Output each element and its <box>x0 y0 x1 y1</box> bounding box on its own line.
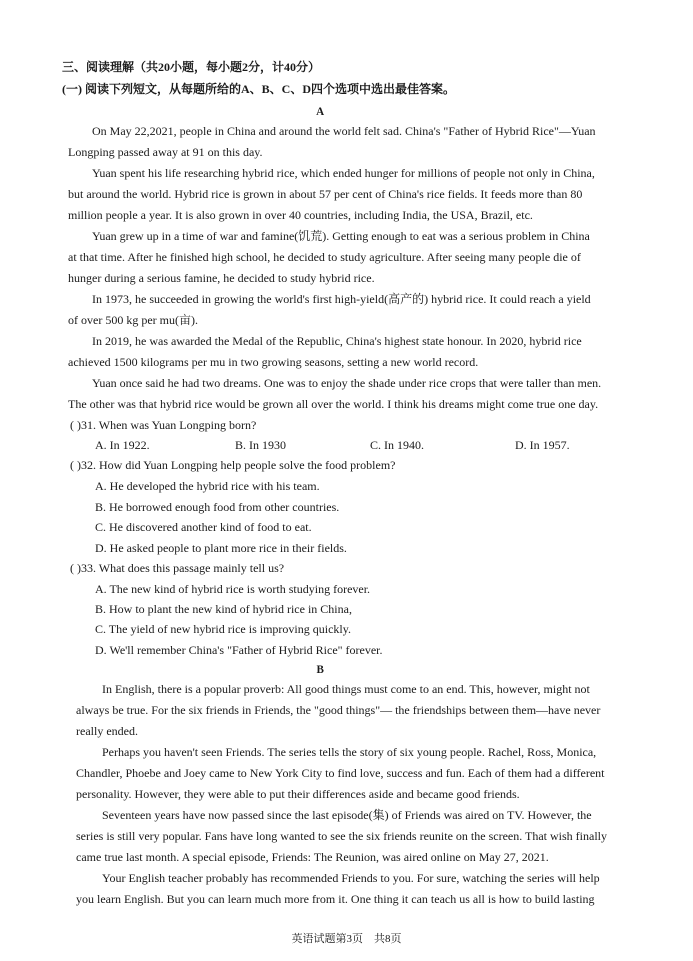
passage-a-line: million people a year. It is also grown in over 40 countries, including India, the USA, Brazil, etc. <box>68 208 533 222</box>
passage-b-line: always be true. For the six friends in Friends, the "good things"— the friendships between them—have never <box>76 703 601 717</box>
option-c: C. He discovered another kind of food to eat. <box>95 520 312 534</box>
question-31-stem: ( )31. When was Yuan Longping born? <box>70 418 257 432</box>
passage-a-line: Yuan once said he had two dreams. One was to enjoy the shade under rice crops that were taller than men. <box>92 376 602 390</box>
option-b: B. In 1930 <box>235 438 286 452</box>
passage-a-line: achieved 1500 kilograms per mu in two growing seasons, setting a new world record. <box>68 355 479 369</box>
passage-b-line: personality. However, they were able to put their differences aside and became good friends. <box>76 787 520 801</box>
passage-a-line: at that time. After he finished high school, he decided to study agriculture. After seeing many people die of <box>68 250 581 264</box>
option-c: C. In 1940. <box>370 438 424 452</box>
passage-a-line: In 2019, he was awarded the Medal of the Republic, China's highest state honour. In 2020, hybrid rice <box>92 334 582 348</box>
passage-b-line: Chandler, Phoebe and Joey came to New York City to find love, success and fun. Each of them had a different <box>76 766 605 780</box>
passage-a-line: Yuan grew up in a time of war and famine(饥荒). Getting enough to eat was a serious problem in China <box>92 229 590 243</box>
passage-b-line: In English, there is a popular proverb: All good things must come to an end. This, however, might not <box>102 682 590 696</box>
option-d: D. He asked people to plant more rice in their fields. <box>95 541 347 555</box>
option-b: B. He borrowed enough food from other countries. <box>95 500 340 514</box>
option-a: A. The new kind of hybrid rice is worth studying forever. <box>95 582 371 596</box>
option-d: D. We'll remember China's "Father of Hybrid Rice" forever. <box>95 643 383 657</box>
passage-a-line: but around the world. Hybrid rice is grown in about 57 per cent of China's rice fields. It feeds more than 80 <box>68 187 583 201</box>
passage-b-label: B <box>316 662 324 676</box>
passage-b-line: Perhaps you haven't seen Friends. The series tells the story of six young people. Rachel, Ross, Monica, <box>102 745 597 759</box>
question-32-stem: ( )32. How did Yuan Longping help people solve the food problem? <box>70 458 396 472</box>
section-instruction: (一) 阅读下列短文，从每题所给的A、B、C、D四个选项中选出最佳答案。 <box>62 82 455 96</box>
option-a: A. He developed the hybrid rice with his team. <box>95 479 320 493</box>
passage-a-label: A <box>316 104 325 118</box>
passage-b-line: Your English teacher probably has recommended Friends to you. For sure, watching the series will help <box>102 871 600 885</box>
option-c: C. The yield of new hybrid rice is improving quickly. <box>95 622 351 636</box>
passage-b-line: series is still very popular. Fans have long wanted to see the six friends reunite on the screen. That wish finally <box>76 829 607 843</box>
page-footer: 英语试题第3页 共8页 <box>291 933 402 945</box>
passage-a-line: The other was that hybrid rice would be grown all over the world. I think his dreams might come true one day. <box>68 397 599 411</box>
question-33-stem: ( )33. What does this passage mainly tell us? <box>70 561 285 575</box>
passage-a-line: Longping passed away at 91 on this day. <box>68 145 263 159</box>
option-b: B. How to plant the new kind of hybrid rice in China, <box>95 602 352 616</box>
passage-a-line: Yuan spent his life researching hybrid rice, which ended hunger for millions of people not only in China, <box>92 166 595 180</box>
passage-b-line: came true last month. A special episode, Friends: The Reunion, was aired online on May 27, 2021. <box>76 850 549 864</box>
passage-a-line: hunger during a serious famine, he decided to study hybrid rice. <box>68 271 375 285</box>
passage-a-line: of over 500 kg per mu(亩). <box>68 313 198 327</box>
option-a: A. In 1922. <box>95 438 150 452</box>
passage-a-line: On May 22,2021, people in China and around the world felt sad. China's "Father of Hybrid Rice"—Yuan <box>92 124 596 138</box>
option-d: D. In 1957. <box>515 438 570 452</box>
section-heading: 三、阅读理解（共20小题，每小题2分，计40分） <box>62 60 321 74</box>
passage-b-line: you learn English. But you can learn much more from it. One thing it can teach us all is how to build lasting <box>76 892 595 906</box>
passage-b-line: really ended. <box>76 724 138 738</box>
passage-a-line: In 1973, he succeeded in growing the world's first high-yield(高产的) hybrid rice. It could reach a yield <box>92 292 591 306</box>
passage-b-line: Seventeen years have now passed since the last episode(集) of Friends was aired on TV. However, the <box>102 808 592 822</box>
